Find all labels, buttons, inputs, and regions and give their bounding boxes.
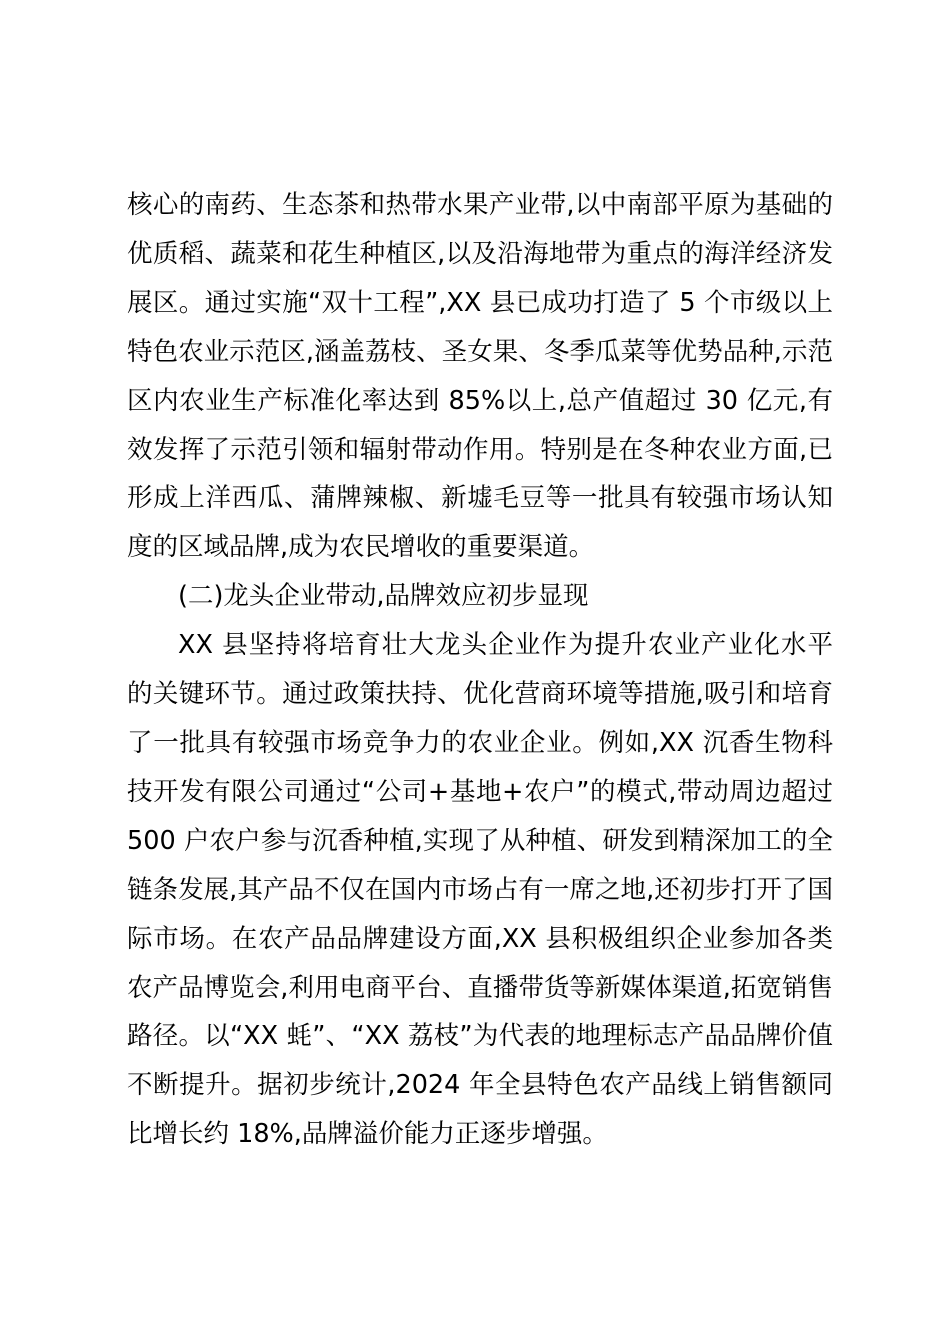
body-paragraph-continuation: 核心的南药、生态茶和热带水果产业带,以中南部平原为基础的优质稻、蔬菜和花生种植区,以及沿海地带为重点的海洋经济发展区。通过实施“双十工程”,XX 县已成功打造了 5 个市级以上特色农业示范区,涵盖荔枝、圣女果、冬季瓜菜等优势品种,示范区内农业生产标准化率达到 85%以上,总产值超过 30 亿元,有效发挥了示范引领和辐射带动作用。特别是在冬种农业方面,已形成上洋西瓜、蒲牌辣椒、新墟毛豆等一批具有较强市场认知度的区域品牌,成为农民增收的重要渠道。 — [127, 190, 833, 563]
body-paragraph: XX 县坚持将培育壮大龙头企业作为提升农业产业化水平的关键环节。通过政策扶持、优化营商环境等措施,吸引和培育了一批具有较强市场竞争力的农业企业。例如,XX 沉香生物科技开发有限公司通过“公司+基地+农户”的模式,带动周边超过500 户农户参与沉香种植,实现了从种植、研发到精深加工的全链条发展,其产品不仅在国内市场占有一席之地,还初步打开了国际市场。在农产品品牌建设方面,XX 县积极组织企业参加各类农产品博览会,利用电商平台、直播带货等新媒体渠道,拓宽销售路径。以“XX 蚝”、“XX 荔枝”为代表的地理标志产品品牌价值不断提升。据初步统计,2024 年全县特色农产品线上销售额同比增长约 18%,品牌溢价能力正逐步增强。 — [127, 630, 833, 1150]
section-heading: (二)龙头企业带动,品牌效应初步显现 — [178, 581, 589, 612]
document-body — [127, 181, 833, 1159]
